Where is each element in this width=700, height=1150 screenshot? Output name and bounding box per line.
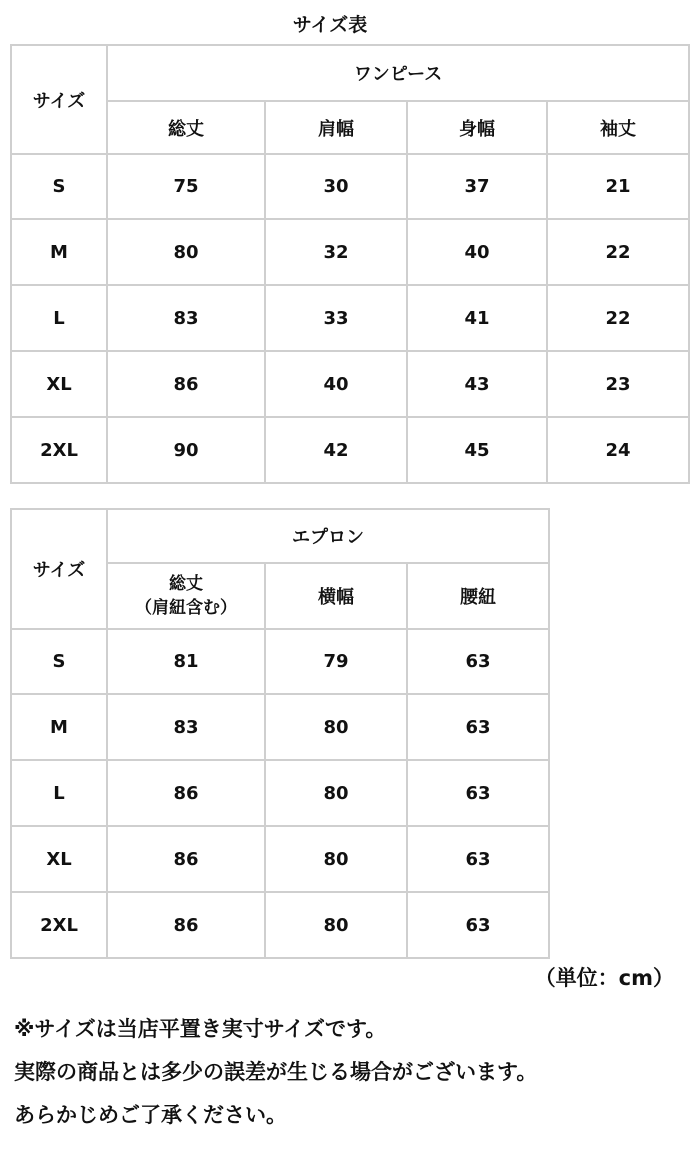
value-cell: 63 bbox=[407, 892, 549, 958]
note-line: ※サイズは当店平置き実寸サイズです。 bbox=[14, 1017, 387, 1041]
value-cell: 86 bbox=[107, 892, 265, 958]
value-cell: 40 bbox=[407, 219, 547, 285]
value-cell: 63 bbox=[407, 629, 549, 694]
value-cell: 80 bbox=[265, 760, 407, 826]
size-cell: M bbox=[11, 694, 107, 760]
value-cell: 33 bbox=[265, 285, 407, 351]
value-cell: 22 bbox=[547, 285, 689, 351]
table-row bbox=[11, 417, 689, 483]
value-cell: 41 bbox=[407, 285, 547, 351]
dress-col-header: 身幅 bbox=[407, 101, 547, 154]
table-row bbox=[11, 826, 549, 892]
page-title: サイズ表 bbox=[292, 14, 368, 36]
table-row bbox=[11, 892, 549, 958]
apron-col-header-line1: 総丈 bbox=[169, 574, 203, 594]
value-cell: 32 bbox=[265, 219, 407, 285]
size-cell: L bbox=[11, 285, 107, 351]
value-cell: 80 bbox=[265, 694, 407, 760]
apron-size-table bbox=[10, 508, 550, 959]
value-cell: 80 bbox=[265, 826, 407, 892]
table-row bbox=[11, 629, 549, 694]
value-cell: 79 bbox=[265, 629, 407, 694]
value-cell: 63 bbox=[407, 694, 549, 760]
apron-size-header: サイズ bbox=[11, 509, 107, 629]
value-cell: 63 bbox=[407, 760, 549, 826]
table-row bbox=[11, 219, 689, 285]
value-cell: 45 bbox=[407, 417, 547, 483]
apron-group-header: エプロン bbox=[107, 509, 549, 563]
value-cell: 86 bbox=[107, 351, 265, 417]
dress-col-header: 総丈 bbox=[107, 101, 265, 154]
table-row bbox=[11, 285, 689, 351]
value-cell: 21 bbox=[547, 154, 689, 219]
value-cell: 86 bbox=[107, 760, 265, 826]
table-row bbox=[11, 154, 689, 219]
value-cell: 80 bbox=[107, 219, 265, 285]
size-cell: S bbox=[11, 154, 107, 219]
size-cell: 2XL bbox=[11, 417, 107, 483]
apron-col-header: 腰紐 bbox=[407, 563, 549, 629]
apron-col-header bbox=[107, 563, 265, 629]
apron-col-header-line2: （肩紐含む） bbox=[135, 598, 237, 618]
value-cell: 30 bbox=[265, 154, 407, 219]
size-cell: S bbox=[11, 629, 107, 694]
apron-col-header: 横幅 bbox=[265, 563, 407, 629]
size-cell: M bbox=[11, 219, 107, 285]
value-cell: 90 bbox=[107, 417, 265, 483]
value-cell: 37 bbox=[407, 154, 547, 219]
notes bbox=[14, 1008, 694, 1137]
dress-col-header: 肩幅 bbox=[265, 101, 407, 154]
value-cell: 81 bbox=[107, 629, 265, 694]
dress-size-header: サイズ bbox=[11, 45, 107, 154]
value-cell: 24 bbox=[547, 417, 689, 483]
value-cell: 83 bbox=[107, 285, 265, 351]
value-cell: 23 bbox=[547, 351, 689, 417]
dress-size-table bbox=[10, 44, 690, 484]
note-line: あらかじめご了承ください。 bbox=[14, 1103, 287, 1127]
value-cell: 42 bbox=[265, 417, 407, 483]
value-cell: 43 bbox=[407, 351, 547, 417]
table-row bbox=[11, 760, 549, 826]
dress-group-header: ワンピース bbox=[107, 45, 689, 101]
value-cell: 63 bbox=[407, 826, 549, 892]
value-cell: 83 bbox=[107, 694, 265, 760]
value-cell: 22 bbox=[547, 219, 689, 285]
size-cell: 2XL bbox=[11, 892, 107, 958]
value-cell: 40 bbox=[265, 351, 407, 417]
dress-col-header: 袖丈 bbox=[547, 101, 689, 154]
value-cell: 80 bbox=[265, 892, 407, 958]
table-row bbox=[11, 694, 549, 760]
note-line: 実際の商品とは多少の誤差が生じる場合がございます。 bbox=[14, 1060, 538, 1084]
unit-label: （単位：cm） bbox=[534, 966, 674, 990]
value-cell: 86 bbox=[107, 826, 265, 892]
table-row bbox=[11, 351, 689, 417]
value-cell: 75 bbox=[107, 154, 265, 219]
size-cell: XL bbox=[11, 826, 107, 892]
size-cell: L bbox=[11, 760, 107, 826]
size-cell: XL bbox=[11, 351, 107, 417]
